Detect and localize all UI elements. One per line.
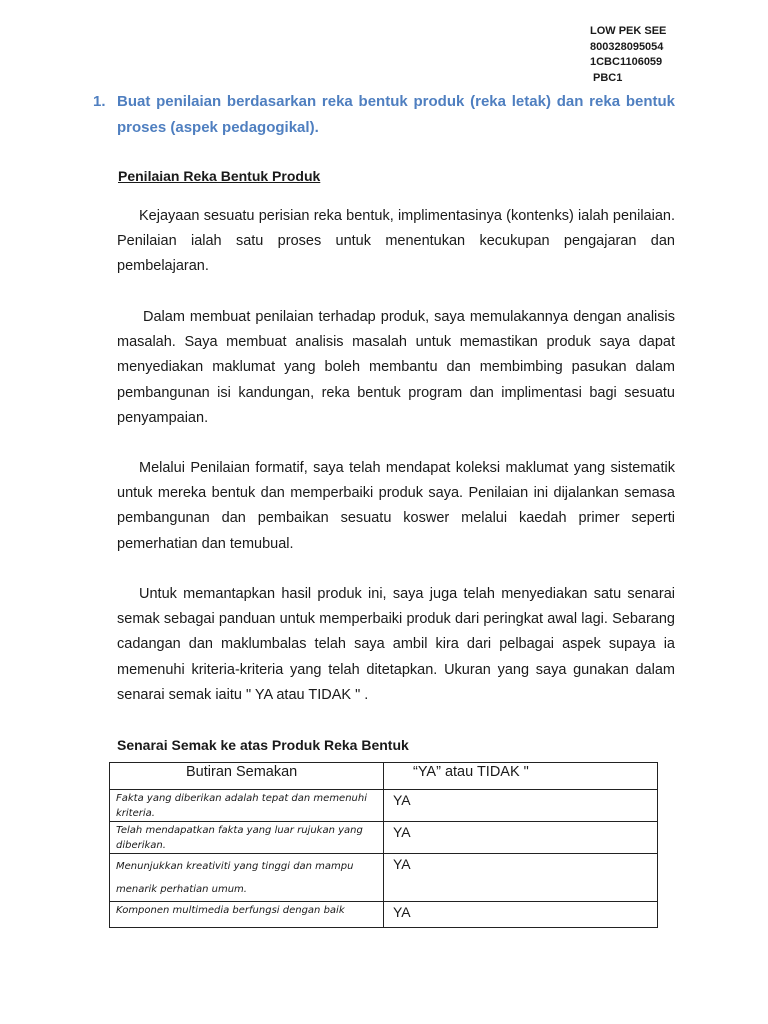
student-id-number: 800328095054 bbox=[590, 40, 664, 53]
student-code: 1CBC1106059 bbox=[590, 56, 663, 68]
student-group: PBC1 bbox=[593, 71, 623, 84]
checklist-item: Komponen multimedia berfungsi dengan baik bbox=[110, 902, 384, 928]
checklist-value: YA bbox=[384, 902, 658, 928]
question-heading bbox=[93, 89, 675, 141]
column-header bbox=[110, 763, 384, 790]
paragraph bbox=[117, 456, 675, 557]
paragraph-text: Untuk memantapkan hasil produk ini, saya juga telah menyediakan satu senarai semak sebagai panduan untuk memperbaiki produk dari peringkat awal lagi. Sebarang cadangan dan maklumbalas telah saya ambil kira dari pelbagai aspek supaya ia memenuhi kriteria-kriteria yang telah ditetapkan. Ukuran yang saya gunakan dalam senarai semak iaitu " YA atau TIDAK " . bbox=[117, 586, 675, 703]
paragraph bbox=[117, 204, 675, 280]
table-row bbox=[110, 902, 658, 928]
checklist-value: YA bbox=[384, 822, 658, 854]
student-info-block bbox=[590, 24, 666, 86]
paragraph bbox=[117, 582, 675, 708]
column-header bbox=[384, 763, 658, 790]
table-row bbox=[110, 854, 658, 902]
paragraph-text: Dalam membuat penilaian terhadap produk, saya memulakannya dengan analisis masalah. Saya membuat analisis masalah untuk memastikan produk saya dapat menyediakan maklumat yang boleh membantu dan membimbing pasukan dalam pembangunan isi kandungan, reka bentuk program dan implimentasi bagi sesuatu penyampaian. bbox=[117, 309, 675, 426]
question-number: 1. bbox=[93, 93, 106, 110]
checklist-table bbox=[109, 762, 658, 928]
checklist-item: Telah mendapatkan fakta yang luar rujukan yang diberikan. bbox=[110, 822, 384, 854]
paragraph-text: Melalui Penilaian formatif, saya telah mendapat koleksi maklumat yang sistematik untuk mereka bentuk dan memperbaiki produk saya. Penilaian ini dijalankan semasa pembangunan dan pembaikan sesuatu koswer melalui kaedah primer seperti pemerhatian dan temubual. bbox=[117, 460, 675, 552]
question-text: Buat penilaian berdasarkan reka bentuk produk (reka letak) dan reka bentuk proses (aspek pedagogikal). bbox=[117, 93, 675, 136]
section-heading: Penilaian Reka Bentuk Produk bbox=[118, 168, 321, 184]
column-header-label: Butiran Semakan bbox=[186, 764, 298, 780]
checklist-item: Fakta yang diberikan adalah tepat dan memenuhi kriteria. bbox=[110, 790, 384, 822]
student-name: LOW PEK SEE bbox=[590, 25, 667, 37]
checklist-item: Menunjukkan kreativiti yang tinggi dan mampu menarik perhatian umum. bbox=[110, 854, 384, 902]
paragraph-text: Kejayaan sesuatu perisian reka bentuk, implimentasinya (kontenks) ialah penilaian. Penilaian ialah satu proses untuk menentukan kecukupan pengajaran dan pembelajaran. bbox=[117, 208, 675, 275]
paragraph bbox=[117, 305, 675, 431]
column-header-label: “YA” atau TIDAK " bbox=[413, 764, 529, 780]
table-row bbox=[110, 790, 658, 822]
checklist-title: Senarai Semak ke atas Produk Reka Bentuk bbox=[117, 737, 409, 753]
table-header-row bbox=[110, 763, 658, 790]
table-row bbox=[110, 822, 658, 854]
checklist-value: YA bbox=[384, 854, 658, 902]
checklist-value: YA bbox=[384, 790, 658, 822]
